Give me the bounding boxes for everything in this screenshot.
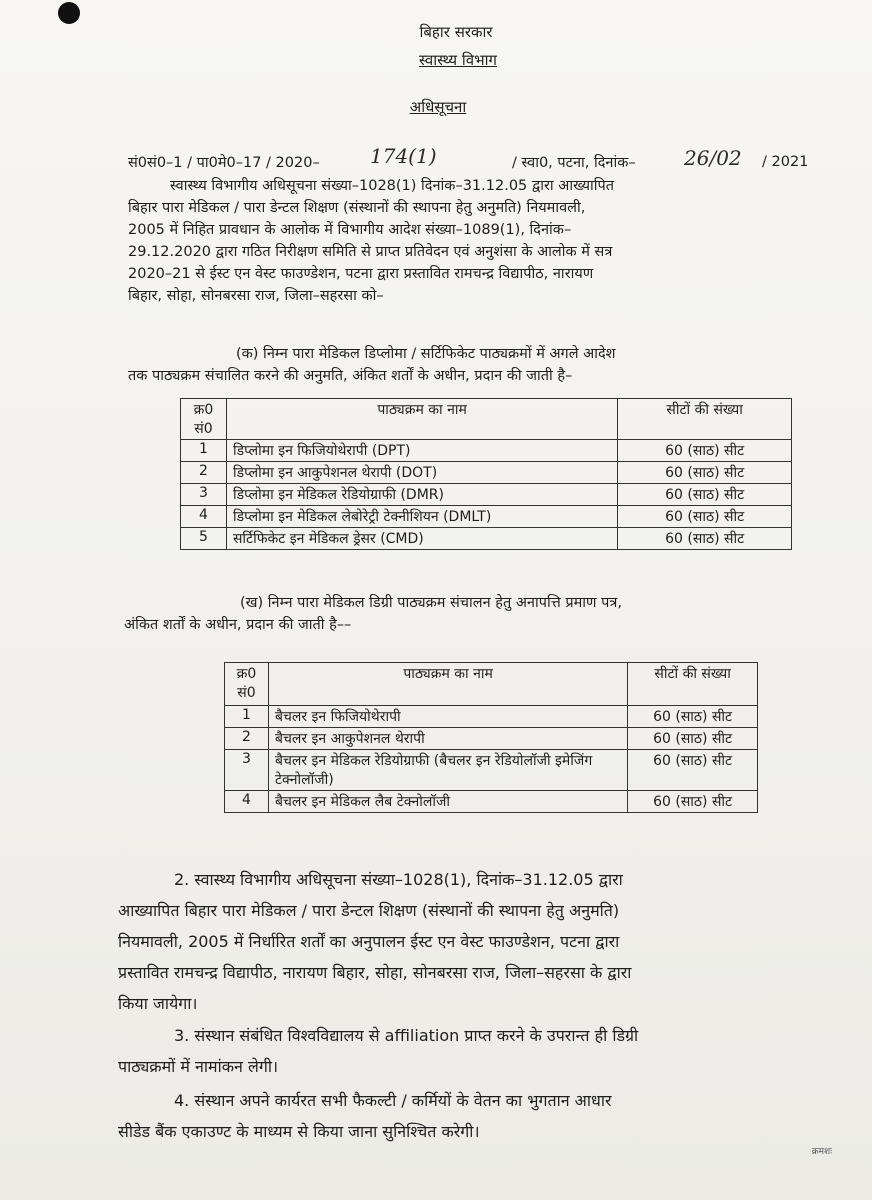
intro-paragraph — [128, 175, 818, 307]
text-line: 3. संस्थान संबंधित विश्वविद्यालय से affiliation प्राप्त करने के उपरान्त ही डिग्री — [174, 1026, 639, 1045]
serial-cell: 4 — [181, 506, 227, 528]
course-cell: डिप्लोमा इन फिजियोथेरापी (DPT) — [226, 440, 617, 462]
serial-cell: 2 — [181, 462, 227, 484]
serial-cell: 4 — [225, 791, 269, 813]
text-line: तक पाठ्यक्रम संचालित करने की अनुमति, अंकित शर्तों के अधीन, प्रदान की जाती है– — [128, 368, 573, 384]
seats-cell: 60 (साठ) सीट — [618, 440, 792, 462]
text-line: 2020–21 से ईस्ट एन वेस्ट फाउण्डेशन, पटना द्वारा प्रस्तावित रामचन्द्र विद्यापीठ, नारायण — [128, 266, 594, 282]
table-row — [181, 484, 792, 506]
text-line: 2005 में निहित प्रावधान के आलोक में विभागीय आदेश संख्या–1089(1), दिनांक– — [128, 222, 572, 238]
table-row — [181, 462, 792, 484]
table-row — [181, 506, 792, 528]
degree-table — [224, 662, 758, 813]
seats-cell: 60 (साठ) सीट — [628, 728, 758, 750]
ref-place: / स्वा0, पटना, दिनांक– — [512, 155, 636, 171]
text-line: (क) निम्न पारा मेडिकल डिप्लोमा / सर्टिफिकेट पाठ्यक्रमों में अगले आदेश — [236, 346, 616, 362]
table-row — [225, 791, 758, 813]
text-line: स्वास्थ्य विभागीय अधिसूचना संख्या–1028(1) दिनांक–31.12.05 द्वारा आख्यापित — [170, 178, 614, 194]
course-cell: बैचलर इन आकुपेशनल थेरापी — [268, 728, 627, 750]
col-header-serial: क्र0 सं0 — [225, 663, 269, 706]
text-line: पाठ्यक्रमों में नामांकन लेगी। — [118, 1057, 279, 1076]
table-row — [225, 706, 758, 728]
notification-title: अधिसूचना — [409, 98, 467, 116]
text-line: अंकित शर्तों के अधीन, प्रदान की जाती है–– — [124, 617, 352, 633]
dept-heading: स्वास्थ्य विभाग — [419, 51, 497, 69]
table-header-row — [225, 663, 758, 706]
course-cell: डिप्लोमा इन मेडिकल रेडियोग्राफी (DMR) — [226, 484, 617, 506]
text-line: (ख) निम्न पारा मेडिकल डिग्री पाठ्यक्रम संचालन हेतु अनापत्ति प्रमाण पत्र, — [240, 595, 622, 611]
point-3 — [118, 1020, 850, 1082]
govt-heading: बिहार सरकार — [419, 23, 493, 41]
text-line: नियमावली, 2005 में निर्धारित शर्तों का अनुपालन ईस्ट एन वेस्ट फाउण्डेशन, पटना द्वारा — [118, 932, 620, 951]
col-header-course: पाठ्यक्रम का नाम — [268, 663, 627, 706]
ref-handwritten-date: 26/02 — [684, 146, 742, 170]
section-kha — [124, 592, 834, 636]
course-cell: बैचलर इन मेडिकल रेडियोग्राफी (बैचलर इन रेडियोलॉजी इमेजिंग टेक्नोलॉजी) — [268, 750, 627, 791]
serial-cell: 3 — [225, 750, 269, 791]
seats-cell: 60 (साठ) सीट — [618, 462, 792, 484]
seats-cell: 60 (साठ) सीट — [628, 750, 758, 791]
ref-handwritten-number: 174(1) — [370, 144, 437, 168]
text-line: 4. संस्थान अपने कार्यरत सभी फैकल्टी / कर्मियों के वेतन का भुगतान आधार — [174, 1091, 612, 1110]
table-header-row — [181, 399, 792, 440]
section-ka — [128, 343, 818, 387]
col-header-serial: क्र0 सं0 — [181, 399, 227, 440]
point-2 — [118, 864, 850, 1019]
text-line: सीडेड बैंक एकाउण्ट के माध्यम से किया जाना सुनिश्चित करेगी। — [118, 1122, 480, 1141]
col-header-course: पाठ्यक्रम का नाम — [226, 399, 617, 440]
text-line: बिहार, सोहा, सोनबरसा राज, जिला–सहरसा को– — [128, 288, 384, 304]
course-cell: सर्टिफिकेट इन मेडिकल ड्रेसर (CMD) — [226, 528, 617, 550]
col-header-seats: सीटों की संख्या — [618, 399, 792, 440]
seats-cell: 60 (साठ) सीट — [628, 706, 758, 728]
course-cell: डिप्लोमा इन आकुपेशनल थेरापी (DOT) — [226, 462, 617, 484]
ref-prefix: सं0सं0–1 / पा0मे0–17 / 2020– — [128, 155, 320, 171]
seats-cell: 60 (साठ) सीट — [618, 528, 792, 550]
course-cell: डिप्लोमा इन मेडिकल लेबोरेट्री टेक्नीशियन (DMLT) — [226, 506, 617, 528]
serial-cell: 3 — [181, 484, 227, 506]
text-line: प्रस्तावित रामचन्द्र विद्यापीठ, नारायण बिहार, सोहा, सोनबरसा राज, जिला–सहरसा के द्वारा — [118, 963, 632, 982]
diploma-table — [180, 398, 792, 550]
text-line: 2. स्वास्थ्य विभागीय अधिसूचना संख्या–1028(1), दिनांक–31.12.05 द्वारा — [174, 870, 623, 889]
text-line: किया जायेगा। — [118, 994, 198, 1013]
ref-year: / 2021 — [762, 154, 809, 170]
seats-cell: 60 (साठ) सीट — [628, 791, 758, 813]
serial-cell: 2 — [225, 728, 269, 750]
serial-cell: 1 — [181, 440, 227, 462]
course-cell: बैचलर इन फिजियोथेरापी — [268, 706, 627, 728]
col-header-seats: सीटों की संख्या — [628, 663, 758, 706]
text-line: 29.12.2020 द्वारा गठित निरीक्षण समिति से प्राप्त प्रतिवेदन एवं अनुशंसा के आलोक में सत्र — [128, 244, 613, 260]
table-row — [181, 440, 792, 462]
point-4 — [118, 1085, 850, 1147]
seats-cell: 60 (साठ) सीट — [618, 506, 792, 528]
seats-cell: 60 (साठ) सीट — [618, 484, 792, 506]
table-row — [181, 528, 792, 550]
serial-cell: 1 — [225, 706, 269, 728]
continued-mark: क्रमशः — [811, 1147, 832, 1157]
table-row — [225, 750, 758, 791]
text-line: आख्यापित बिहार पारा मेडिकल / पारा डेन्टल शिक्षण (संस्थानों की स्थापना हेतु अनुमति) — [118, 901, 620, 920]
course-cell: बैचलर इन मेडिकल लैब टेक्नोलॉजी — [268, 791, 627, 813]
table-row — [225, 728, 758, 750]
punch-hole-icon — [58, 2, 80, 24]
serial-cell: 5 — [181, 528, 227, 550]
text-line: बिहार पारा मेडिकल / पारा डेन्टल शिक्षण (संस्थानों की स्थापना हेतु अनुमति) नियमावली, — [128, 200, 586, 216]
